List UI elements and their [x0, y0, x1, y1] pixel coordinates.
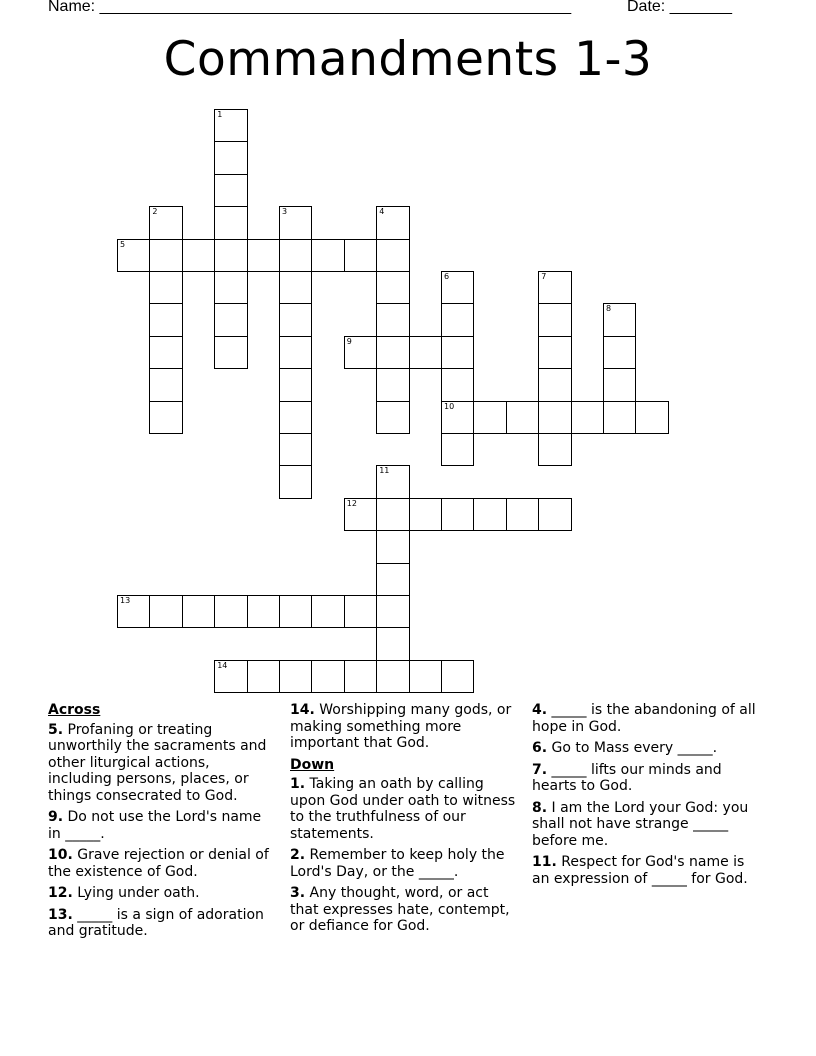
crossword-cell[interactable]	[441, 368, 474, 401]
clue-number: 6	[444, 272, 450, 281]
crossword-cell[interactable]	[603, 368, 636, 401]
name-field-label: Name: _____________________________________________________	[48, 0, 572, 15]
crossword-cell[interactable]	[214, 239, 247, 272]
crossword-cell[interactable]	[376, 271, 409, 304]
crossword-cell[interactable]	[214, 271, 247, 304]
crossword-cell[interactable]	[214, 660, 247, 693]
crossword-cell[interactable]	[538, 303, 571, 336]
crossword-cell[interactable]	[311, 660, 344, 693]
crossword-cell[interactable]	[538, 433, 571, 466]
crossword-cell[interactable]	[117, 239, 150, 272]
clue-number: 1	[217, 110, 223, 119]
crossword-cell[interactable]	[214, 206, 247, 239]
across-heading: Across	[48, 702, 101, 718]
crossword-cell[interactable]	[149, 206, 182, 239]
crossword-cell[interactable]	[311, 595, 344, 628]
clue-down-11: 11. Respect for God's name is an expression of _____ for God.	[532, 854, 748, 887]
crossword-cell[interactable]	[214, 595, 247, 628]
clue-down-4: 4. _____ is the abandoning of all hope in God.	[532, 702, 756, 735]
crossword-cell[interactable]	[376, 336, 409, 369]
clue-across-10: 10. Grave rejection or denial of the existence of God.	[48, 847, 269, 880]
crossword-cell[interactable]	[344, 239, 377, 272]
crossword-cell[interactable]	[344, 595, 377, 628]
crossword-cell[interactable]	[376, 303, 409, 336]
crossword-cell[interactable]	[311, 239, 344, 272]
crossword-cell[interactable]	[182, 595, 215, 628]
crossword-cell[interactable]	[376, 660, 409, 693]
crossword-cell[interactable]	[538, 498, 571, 531]
crossword-cell[interactable]	[247, 595, 280, 628]
clues-column-3	[532, 702, 762, 892]
crossword-cell[interactable]	[149, 595, 182, 628]
crossword-cell[interactable]	[214, 336, 247, 369]
crossword-cell[interactable]	[441, 336, 474, 369]
clue-down-8: 8. I am the Lord your God: you shall not have strange _____ before me.	[532, 799, 749, 849]
crossword-cell[interactable]	[376, 563, 409, 596]
clue-number: 10	[444, 401, 455, 411]
crossword-cell[interactable]	[441, 433, 474, 466]
crossword-cell[interactable]	[473, 401, 506, 434]
crossword-cell[interactable]	[149, 401, 182, 434]
crossword-cell[interactable]	[279, 433, 312, 466]
crossword-cell[interactable]	[441, 498, 474, 531]
crossword-cell[interactable]	[344, 336, 377, 369]
clue-number: 3	[282, 207, 288, 217]
crossword-cell[interactable]	[279, 401, 312, 434]
clue-down-7: 7. _____ lifts our minds and hearts to God.	[532, 761, 722, 794]
clue-down-3: 3. Any thought, word, or act that expresses hate, contempt, or defiance for God.	[290, 885, 510, 934]
crossword-cell[interactable]	[506, 401, 539, 434]
clue-down-1: 1. Taking an oath by calling upon God under oath to witness to the truthfulness of our statements.	[290, 776, 516, 842]
clue-number: 12	[346, 498, 357, 508]
crossword-cell[interactable]	[279, 206, 312, 239]
clue-across-13: 13. _____ is a sign of adoration and gratitude.	[48, 906, 264, 939]
crossword-cell[interactable]	[473, 498, 506, 531]
crossword-cell[interactable]	[538, 336, 571, 369]
crossword-cell[interactable]	[279, 660, 312, 693]
down-heading: Down	[290, 756, 335, 773]
crossword-cell[interactable]	[441, 303, 474, 336]
crossword-cell[interactable]	[214, 141, 247, 174]
crossword-cell[interactable]	[149, 368, 182, 401]
crossword-cell[interactable]	[635, 401, 668, 434]
crossword-cell[interactable]	[376, 627, 409, 660]
crossword-cell[interactable]	[376, 595, 409, 628]
crossword-cell[interactable]	[279, 271, 312, 304]
crossword-cell[interactable]	[149, 271, 182, 304]
crossword-cell[interactable]	[409, 660, 442, 693]
crossword-cell[interactable]	[506, 498, 539, 531]
crossword-cell[interactable]	[149, 303, 182, 336]
crossword-cell[interactable]	[279, 595, 312, 628]
crossword-cell[interactable]	[214, 109, 247, 142]
clue-across-14: 14. Worshipping many gods, or making something more important that God.	[290, 702, 512, 751]
crossword-cell[interactable]	[538, 271, 571, 304]
crossword-cell[interactable]	[344, 498, 377, 531]
crossword-cell[interactable]	[441, 271, 474, 304]
crossword-cell[interactable]	[214, 174, 247, 207]
crossword-cell[interactable]	[571, 401, 604, 434]
crossword-cell[interactable]	[376, 239, 409, 272]
clue-number: 7	[541, 272, 547, 281]
clue-number: 13	[120, 596, 131, 605]
crossword-cell[interactable]	[376, 368, 409, 401]
page-title: Commandments 1-3	[163, 32, 653, 87]
clue-down-2: 2. Remember to keep holy the Lord's Day, or the _____.	[290, 847, 505, 880]
clue-number: 9	[346, 336, 352, 346]
clue-number: 2	[152, 207, 158, 217]
clue-across-12: 12. Lying under oath.	[48, 885, 200, 901]
crossword-cell[interactable]	[441, 660, 474, 693]
crossword-cell[interactable]	[538, 401, 571, 434]
crossword-cell[interactable]	[247, 660, 280, 693]
date-field-label: Date: _______	[627, 0, 732, 15]
crossword-cell[interactable]	[214, 303, 247, 336]
crossword-cell[interactable]	[376, 498, 409, 531]
crossword-cell[interactable]	[279, 336, 312, 369]
crossword-cell[interactable]	[279, 368, 312, 401]
clue-number: 14	[217, 660, 228, 670]
crossword-cell[interactable]	[538, 368, 571, 401]
clue-number: 11	[379, 466, 390, 476]
clue-number: 8	[606, 304, 612, 314]
crossword-cell[interactable]	[247, 239, 280, 272]
clue-number: 4	[379, 207, 385, 217]
crossword-cell[interactable]	[279, 465, 312, 498]
clue-number: 5	[120, 239, 126, 249]
crossword-cell[interactable]	[279, 239, 312, 272]
crossword-cell[interactable]	[149, 239, 182, 272]
crossword-cell[interactable]	[603, 336, 636, 369]
crossword-cell[interactable]	[344, 660, 377, 693]
crossword-cell[interactable]	[409, 498, 442, 531]
crossword-cell[interactable]	[603, 303, 636, 336]
crossword-cell[interactable]	[409, 336, 442, 369]
clues-column-1	[48, 702, 276, 945]
clue-across-9: 9. Do not use the Lord's name in _____.	[48, 809, 262, 842]
crossword-cell[interactable]	[182, 239, 215, 272]
crossword-cell[interactable]	[376, 206, 409, 239]
crossword-cell[interactable]	[117, 595, 150, 628]
clues-column-2	[290, 702, 518, 940]
crossword-cell[interactable]	[376, 401, 409, 434]
crossword-cell[interactable]	[441, 401, 474, 434]
crossword-cell[interactable]	[279, 303, 312, 336]
crossword-cell[interactable]	[376, 530, 409, 563]
crossword-cell[interactable]	[149, 336, 182, 369]
clue-down-6: 6. Go to Mass every _____.	[532, 740, 718, 756]
crossword-cell[interactable]	[603, 401, 636, 434]
clue-across-5: 5. Profaning or treating unworthily the sacraments and other liturgical actions, including persons, places, or things consecrated to God.	[48, 721, 267, 804]
crossword-cell[interactable]	[376, 465, 409, 498]
